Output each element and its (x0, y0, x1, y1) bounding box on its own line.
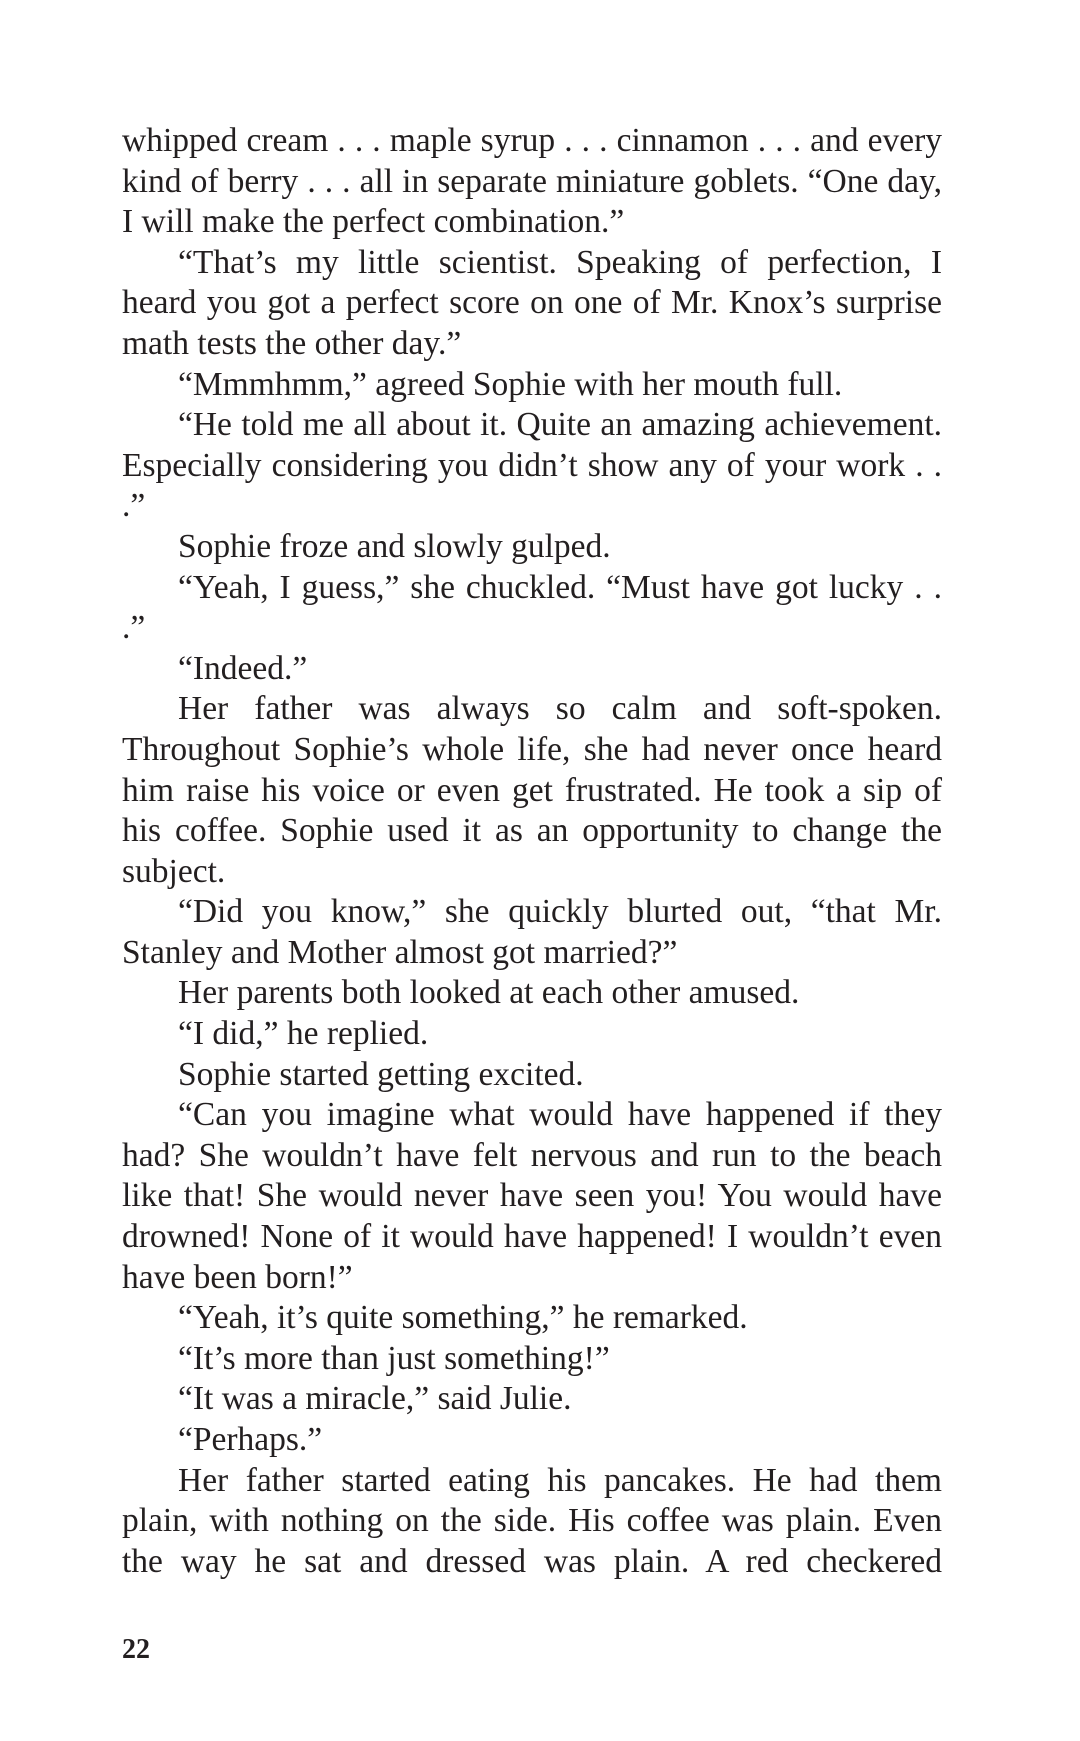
paragraph: Sophie froze and slowly gulped. (178, 527, 611, 565)
paragraph: “Yeah, it’s quite something,” he remarked. (178, 1299, 748, 1337)
paragraph: “I did,” he replied. (178, 1015, 429, 1053)
paragraph: “Yeah, I guess,” she chuckled. “Must have got lucky . . .” (122, 568, 942, 647)
paragraph: “It’s more than just something!” (178, 1339, 610, 1377)
paragraph: “He told me all about it. Quite an amazing achievement. Especially considering you didn’t show any of your work . . .” (122, 406, 942, 525)
page-number: 22 (122, 1634, 150, 1665)
paragraph: whipped cream . . . maple syrup . . . cinnamon . . . and every kind of berry . . . all in separate miniature goblets. “One day, I will make the perfect combination.” (122, 122, 942, 241)
paragraph: “That’s my little scientist. Speaking of perfection, I heard you got a perfect score on one of Mr. Knox’s surprise math tests the other day.” (122, 243, 942, 362)
paragraph: “Perhaps.” (178, 1421, 323, 1458)
paragraph: “It was a miracle,” said Julie. (178, 1380, 572, 1418)
paragraph: Her father started eating his pancakes. He had them plain, with nothing on the side. His coffee was plain. Even the way he sat and dressed was plain. A red checkered (122, 1461, 942, 1580)
paragraph: “Mmmhmm,” agreed Sophie with her mouth full. (178, 365, 843, 403)
paragraph: “Did you know,” she quickly blurted out, “that Mr. Stanley and Mother almost got married?” (122, 893, 942, 971)
paragraph: Her father was always so calm and soft-spoken. Throughout Sophie’s whole life, she had never once heard him raise his voice or even get frustrated. He took a sip of his coffee. Sophie used it as an opportunity to change the subject. (122, 690, 942, 890)
paragraph: “Can you imagine what would have happened if they had? She wouldn’t have felt nervous and run to the beach like that! She would never have seen you! You would have drowned! None of it would have happened! I wouldn’t even have been born!” (122, 1096, 942, 1296)
paragraph: “Indeed.” (178, 649, 308, 687)
paragraph: Her parents both looked at each other amused. (178, 974, 800, 1012)
paragraph: Sophie started getting excited. (178, 1055, 584, 1093)
body-text (122, 121, 942, 1582)
